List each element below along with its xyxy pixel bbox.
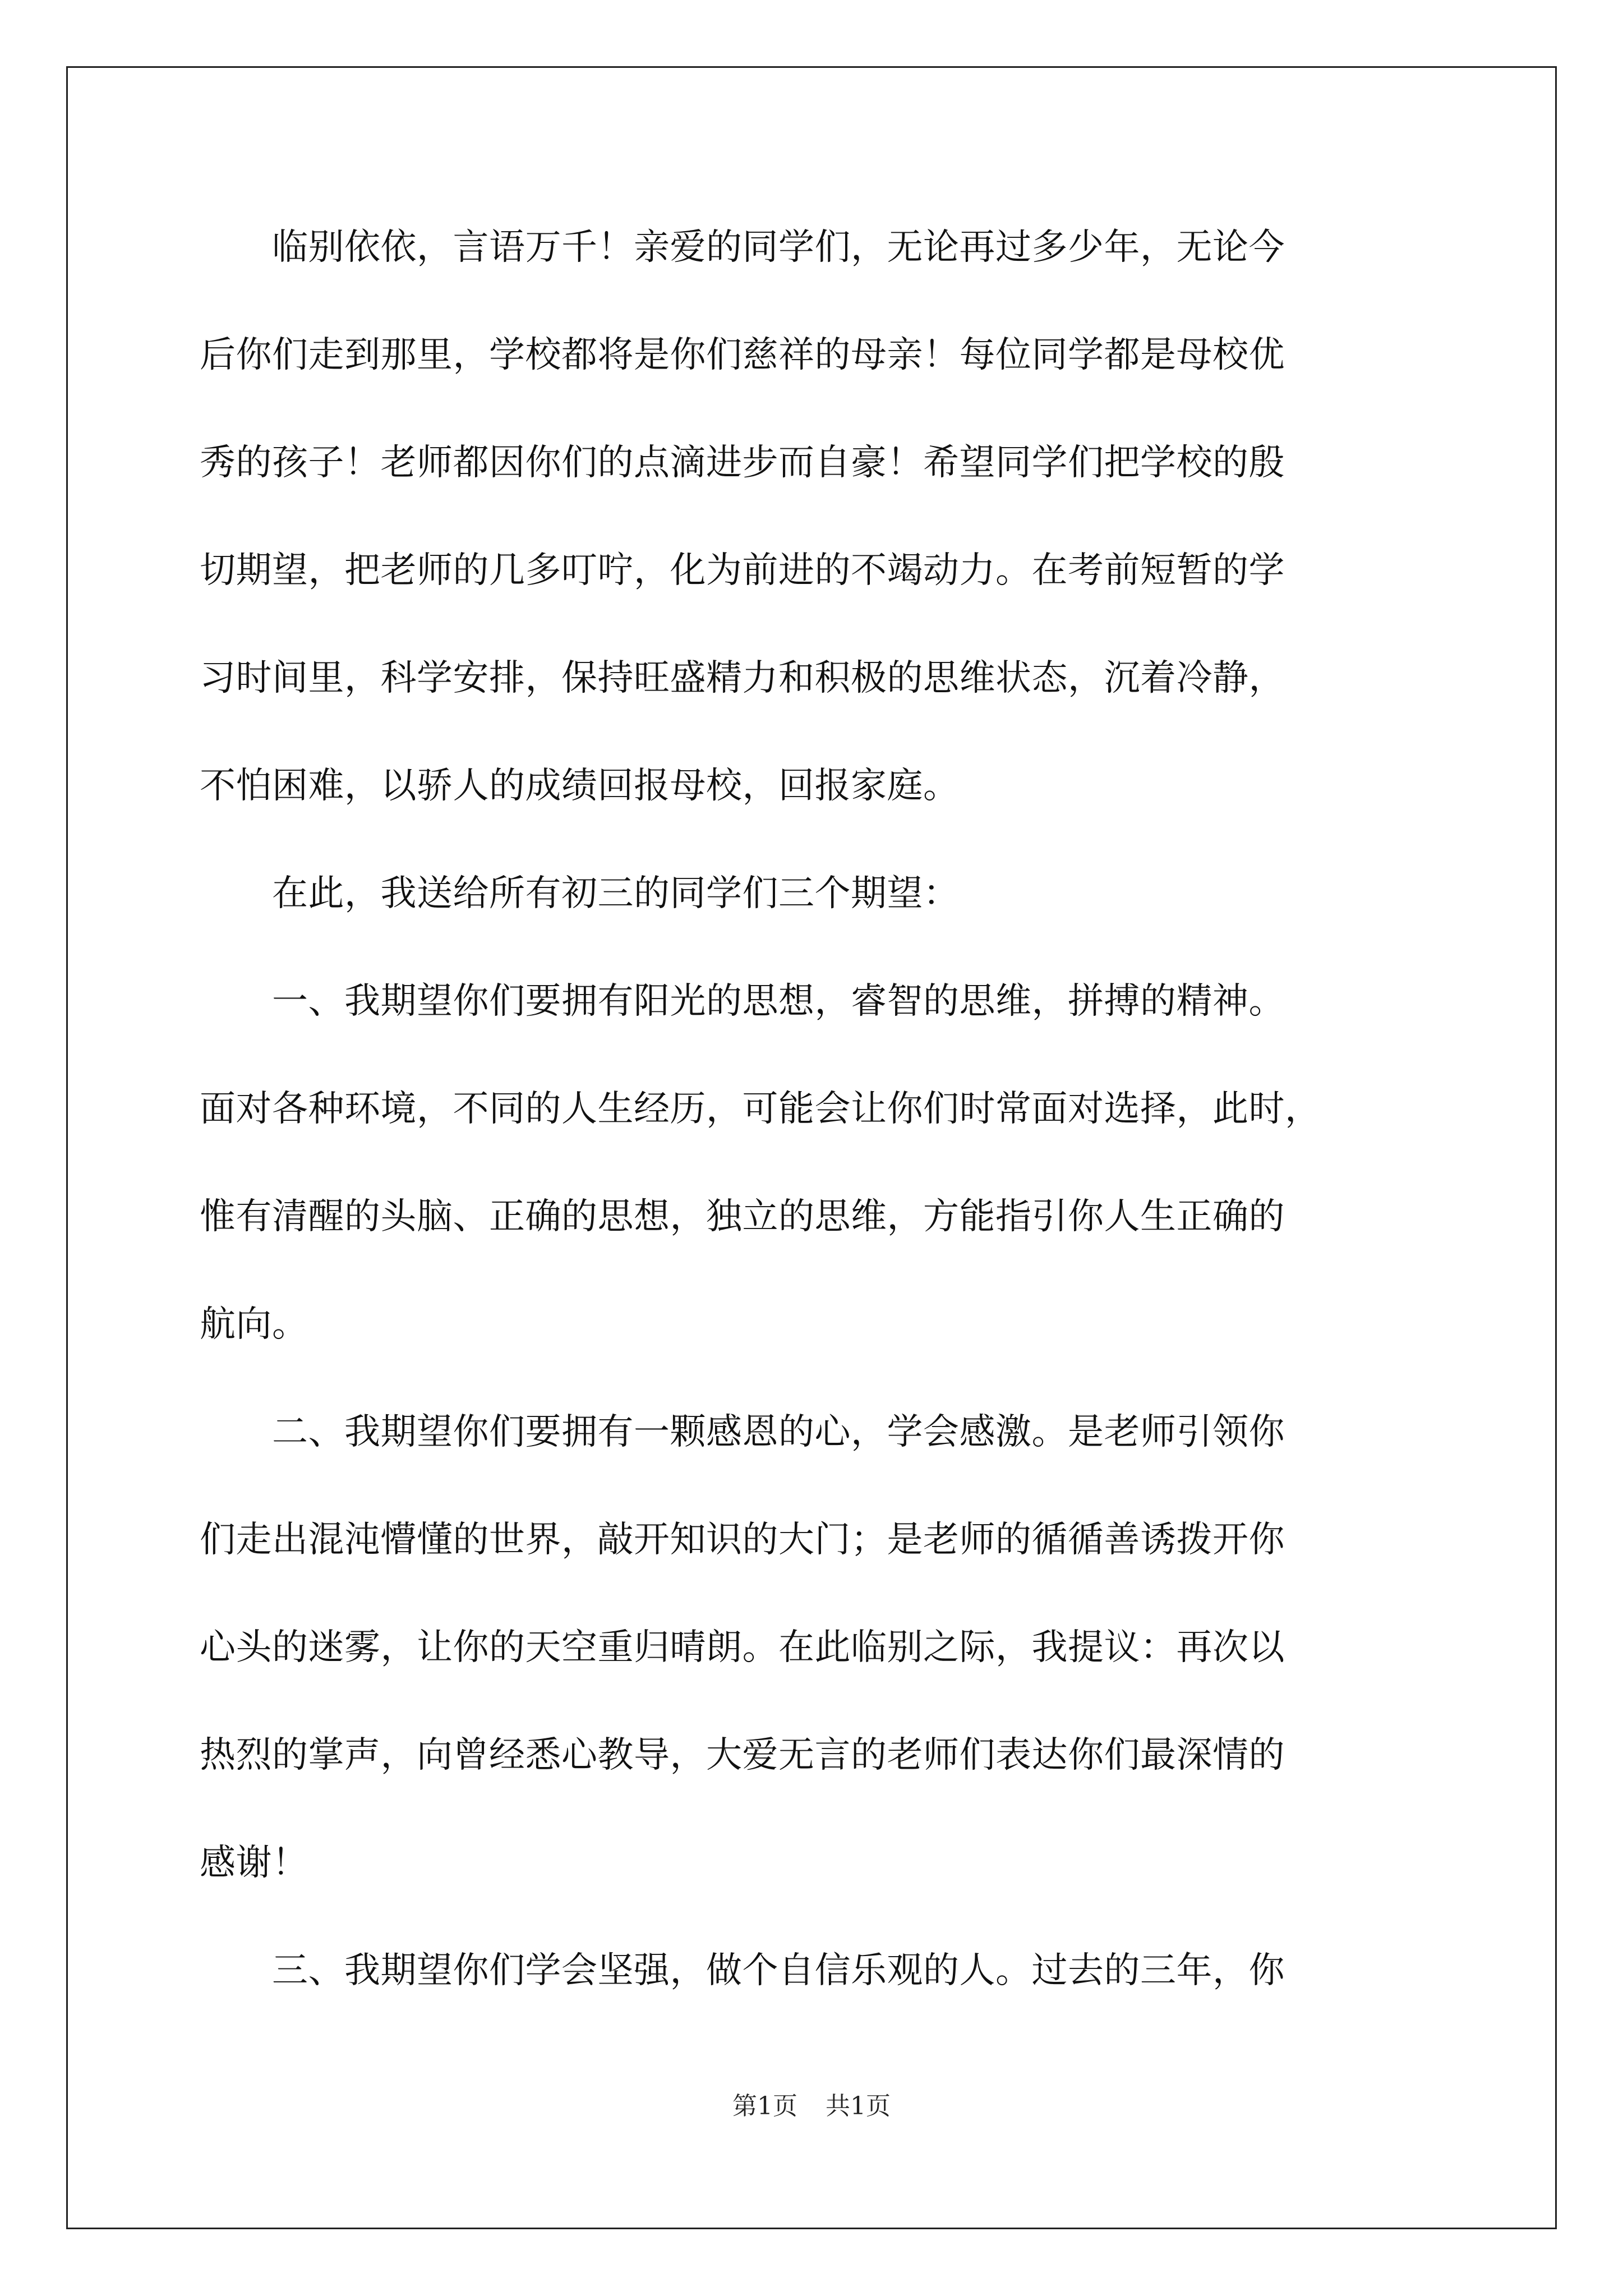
- document-body: [200, 194, 1433, 2024]
- page-total: 共1页: [826, 2092, 891, 2120]
- text-line: 不怕困难，以骄人的成绩回报母校，回报家庭。: [200, 765, 960, 807]
- text-line: 心头的迷雾，让你的天空重归晴朗。在此临别之际，我提议：再次以: [200, 1627, 1285, 1668]
- text-line: 三、我期望你们学会坚强，做个自信乐观的人。过去的三年，你: [200, 1950, 1285, 1991]
- page-footer: [0, 2086, 1623, 2122]
- text-line: 们走出混沌懵懂的世界，敲开知识的大门；是老师的循循善诱拨开你: [200, 1519, 1285, 1561]
- text-line: 一、我期望你们要拥有阳光的思想，睿智的思维，拼搏的精神。: [200, 981, 1285, 1022]
- text-line: 感谢！: [200, 1842, 308, 1884]
- text-line: 秀的孩子！老师都因你们的点滴进步而自豪！希望同学们把学校的殷: [200, 442, 1285, 484]
- text-line: 后你们走到那里，学校都将是你们慈祥的母亲！每位同学都是母校优: [200, 334, 1285, 376]
- text-line: 在此，我送给所有初三的同学们三个期望：: [200, 873, 960, 914]
- text-line: 航向。: [200, 1304, 308, 1345]
- text-line: 习时间里，科学安排，保持旺盛精力和积极的思维状态，沉着冷静，: [200, 657, 1285, 699]
- text-line: 切期望，把老师的几多叮咛，化为前进的不竭动力。在考前短暂的学: [200, 550, 1285, 591]
- page-number: 第1页: [732, 2092, 797, 2120]
- text-line: 面对各种环境，不同的人生经历，可能会让你们时常面对选择，此时，: [200, 1088, 1321, 1130]
- text-line: 惟有清醒的头脑、正确的思想，独立的思维，方能指引你人生正确的: [200, 1196, 1285, 1237]
- text-line: 热烈的掌声，向曾经悉心教导，大爱无言的老师们表达你们最深情的: [200, 1734, 1285, 1776]
- text-line: 临别依依，言语万千！亲爱的同学们，无论再过多少年，无论今: [200, 227, 1285, 268]
- text-line: 二、我期望你们要拥有一颗感恩的心，学会感激。是老师引领你: [200, 1411, 1285, 1453]
